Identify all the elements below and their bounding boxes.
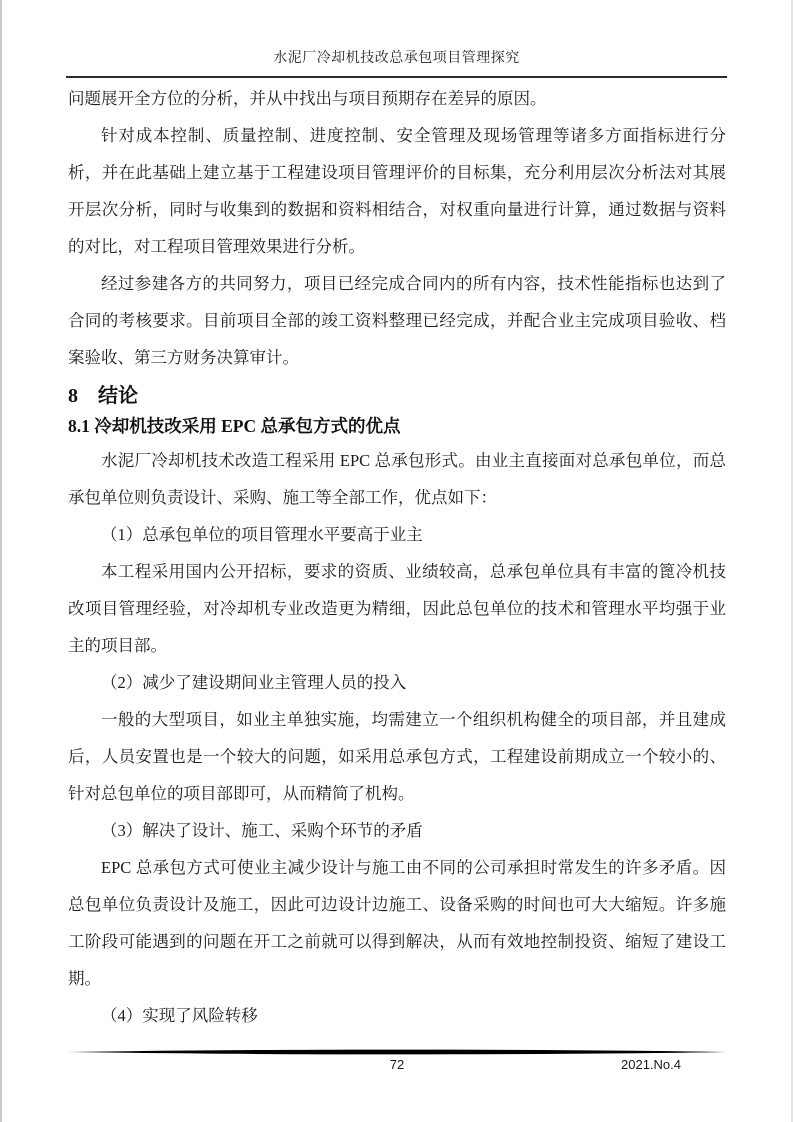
page-number: 72 <box>389 1057 405 1072</box>
footer-rule <box>68 1049 726 1055</box>
paragraph-completion-status: 经过参建各方的共同努力，项目已经完成合同内的所有内容，技术性能指标也达到了合同的考核要求。目前项目全部的竣工资料整理已经完成，并配合业主完成项目验收、档案验收、第三方财务决算审计。 <box>68 274 726 367</box>
page-footer <box>68 1049 726 1075</box>
paragraph-point-1-body: 本工程采用国内公开招标，要求的资质、业绩较高，总承包单位具有丰富的篦冷机技改项目管理经验，对冷却机专业改造更为精细，因此总包单位的技术和管理水平均强于业主的项目部。 <box>68 562 726 655</box>
paragraph-point-2-body: 一般的大型项目，如业主单独实施，均需建立一个组织机构健全的项目部，并且建成后，人员安置也是一个较大的问题，如采用总承包方式，工程建设前期成立一个较小的、针对总包单位的项目部即可，从而精简了机构。 <box>68 710 726 803</box>
page-header <box>66 0 727 78</box>
paragraph-continuation: 问题展开全方位的分析，并从中找出与项目预期存在差异的原因。 <box>68 89 547 108</box>
list-point-1-heading: （1）总承包单位的项目管理水平要高于业主 <box>101 525 423 544</box>
section-heading-conclusion: 8 结论 <box>68 385 138 407</box>
running-head-title: 水泥厂冷却机技改总承包项目管理探究 <box>273 51 520 66</box>
page-body <box>68 80 726 1034</box>
paragraph-point-3-body: EPC 总承包方式可使业主减少设计与施工由不同的公司承担时常发生的许多矛盾。因总包单位负责设计及施工，因此可边设计边施工、设备采购的时间也可大大缩短。许多施工阶段可能遇到的问题在开工之前就可以得到解决，从而有效地控制投资、缩短了建设工期。 <box>68 858 726 988</box>
paragraph-analysis-indicators: 针对成本控制、质量控制、进度控制、安全管理及现场管理等诸多方面指标进行分析，并在此基础上建立基于工程建设项目管理评价的目标集，充分利用层次分析法对其展开层次分析，同时与收集到的数据和资料相结合，对权重向量进行计算，通过数据与资料的对比，对工程项目管理效果进行分析。 <box>68 126 726 256</box>
list-point-3-heading: （3）解决了设计、施工、采购个环节的矛盾 <box>101 821 423 840</box>
footer-row <box>68 1057 726 1075</box>
list-point-4-heading: （4）实现了风险转移 <box>101 1006 258 1025</box>
list-point-2-heading: （2）减少了建设期间业主管理人员的投入 <box>101 673 407 692</box>
paragraph-epc-intro: 水泥厂冷却机技术改造工程采用 EPC 总承包形式。由业主直接面对总承包单位，而总承包单位则负责设计、采购、施工等全部工作，优点如下： <box>68 451 726 507</box>
header-rule <box>66 76 727 78</box>
issue-label: 2021.No.4 <box>621 1057 681 1072</box>
subsection-heading-epc-advantages: 8.1 冷却机技改采用 EPC 总承包方式的优点 <box>68 416 401 436</box>
